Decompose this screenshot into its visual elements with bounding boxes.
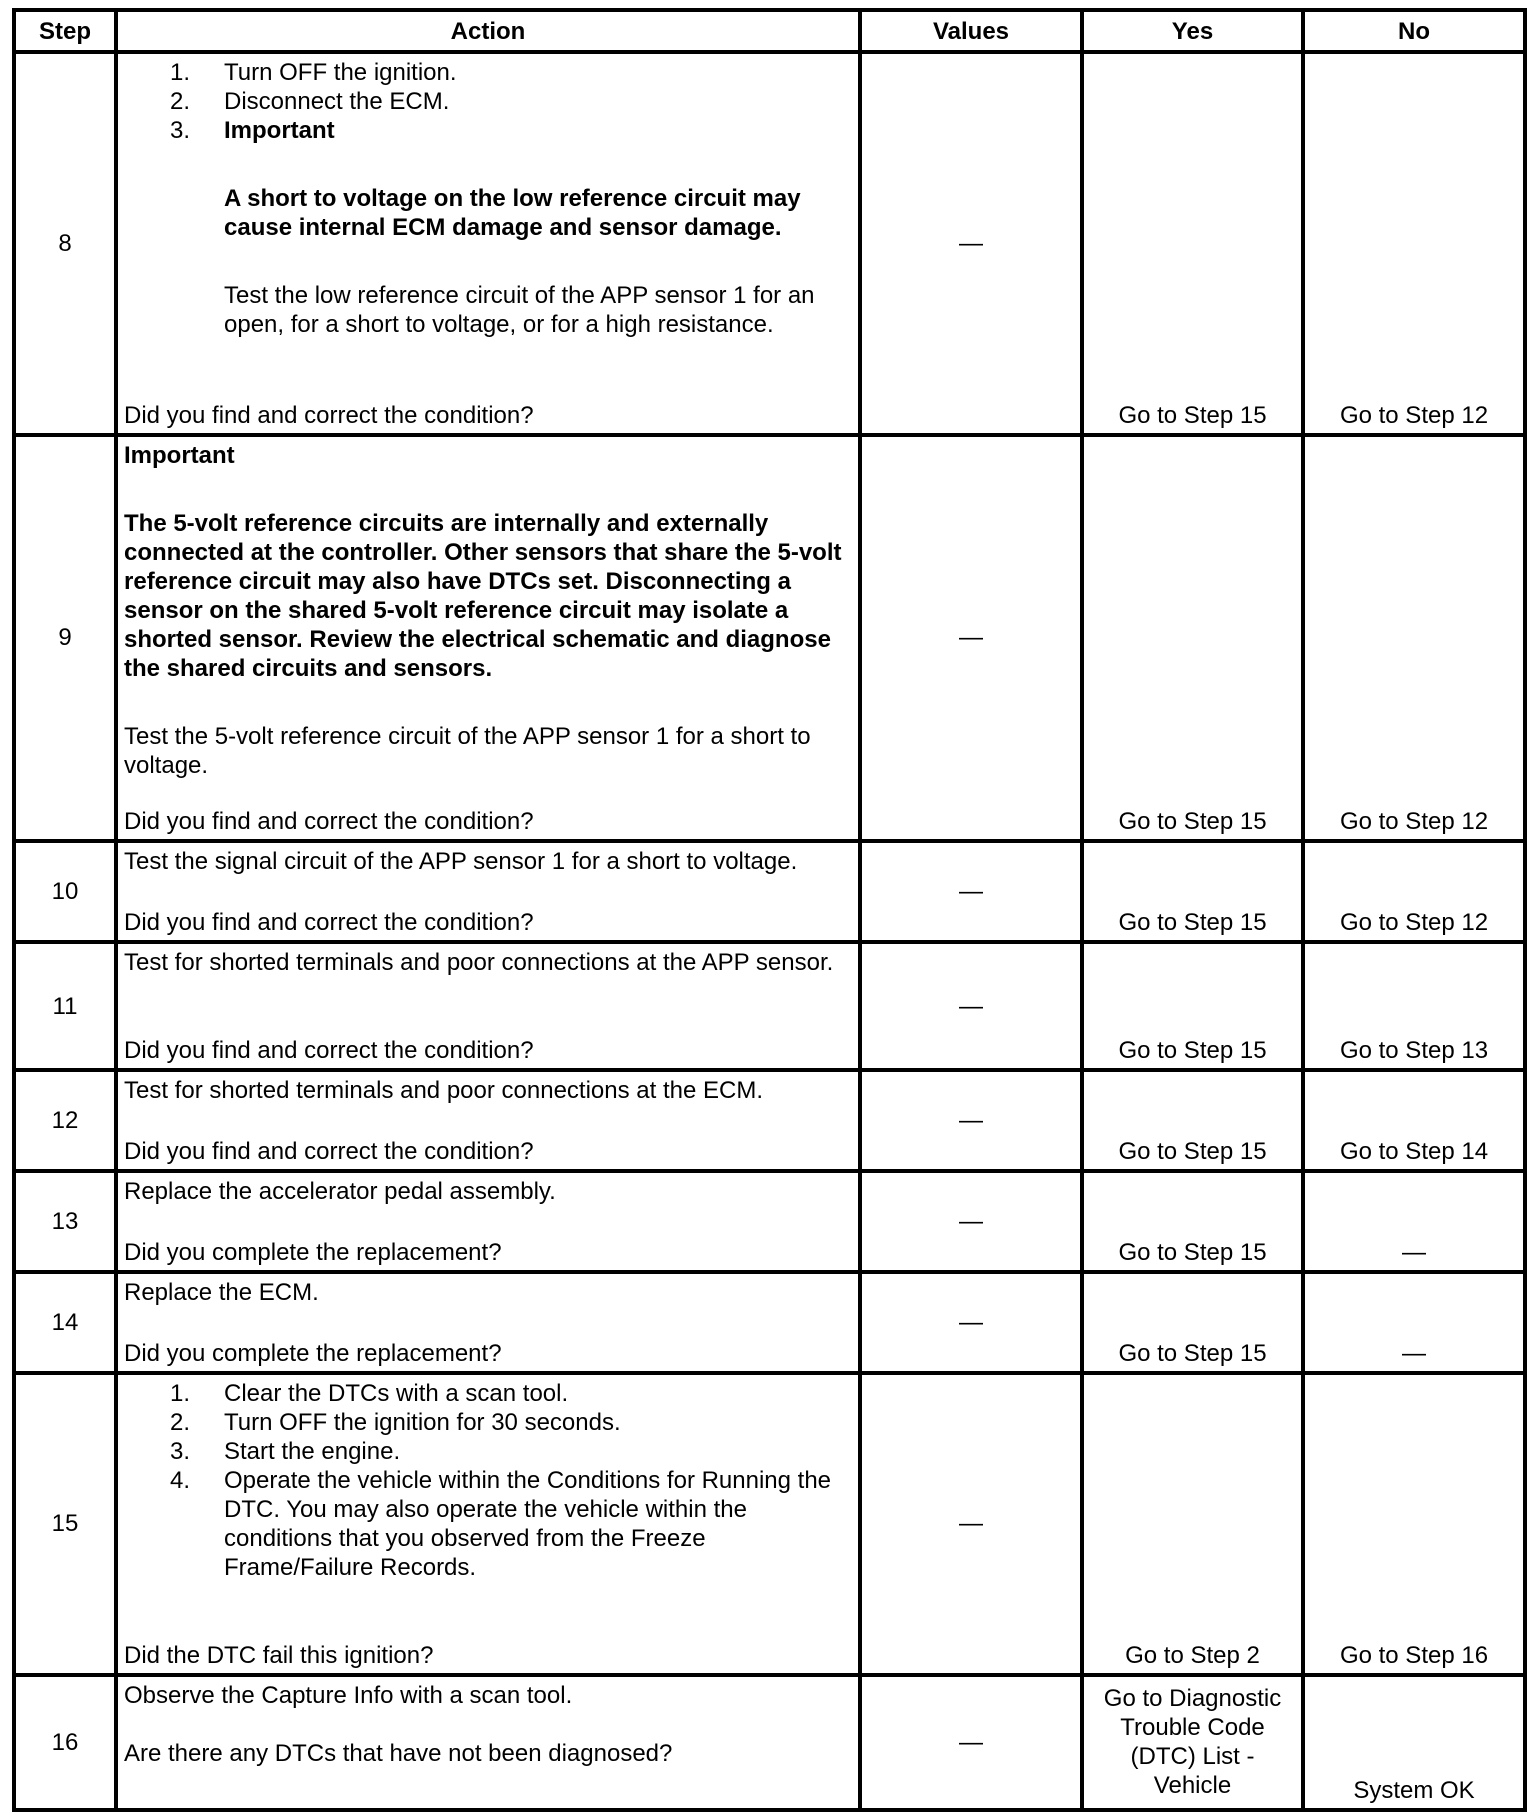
yes-cell: Go to Step 15 (1082, 942, 1303, 1071)
no-cell: System OK (1303, 1675, 1525, 1810)
table-row (14, 1675, 1525, 1810)
no-cell: Go to Step 13 (1303, 942, 1525, 1071)
test-text: Test for shorted terminals and poor connections at the ECM. (124, 1077, 763, 1105)
action-cell (116, 1171, 860, 1272)
yes-cell: Go to Step 15 (1082, 1272, 1303, 1373)
list-item: 3. Start the engine. (169, 1437, 401, 1465)
table-row (14, 841, 1525, 942)
values-cell: — (860, 1675, 1082, 1810)
question-text: Did you complete the replacement? (124, 1238, 502, 1266)
test-text: Test the 5-volt reference circuit of the APP sensor 1 for a short to voltage. (124, 722, 811, 779)
list-item: 2. Disconnect the ECM. (169, 88, 450, 115)
question-text: Did you complete the replacement? (124, 1339, 502, 1367)
values-cell: — (860, 435, 1082, 841)
step-number: 9 (14, 435, 116, 841)
test-text: Replace the ECM. (124, 1278, 319, 1306)
header-step: Step (14, 10, 116, 52)
numbered-list (124, 58, 852, 145)
header-no: No (1303, 10, 1525, 52)
header-values: Values (860, 10, 1082, 52)
list-item: 2. Turn OFF the ignition for 30 seconds. (169, 1408, 621, 1436)
question-text: Did you find and correct the condition? (124, 908, 534, 936)
values-cell: — (860, 841, 1082, 942)
table-row (14, 52, 1525, 435)
table-row (14, 1272, 1525, 1373)
question-text: Did you find and correct the condition? (124, 1138, 534, 1166)
step-number: 13 (14, 1171, 116, 1272)
no-cell: — (1303, 1272, 1525, 1373)
question-text: Did you find and correct the condition? (124, 1037, 534, 1065)
action-cell (116, 942, 860, 1071)
step-number: 12 (14, 1070, 116, 1171)
test-text: Observe the Capture Info with a scan tool. (124, 1681, 573, 1709)
no-cell: Go to Step 12 (1303, 841, 1525, 942)
action-cell (116, 1272, 860, 1373)
table-row (14, 942, 1525, 1071)
no-cell: Go to Step 12 (1303, 52, 1525, 435)
header-row (14, 10, 1525, 52)
action-cell (116, 1373, 860, 1675)
list-item: 3. Important (169, 117, 335, 144)
important-label: Important (124, 441, 235, 469)
yes-cell: Go to Step 15 (1082, 52, 1303, 435)
values-cell: — (860, 942, 1082, 1071)
yes-cell: Go to Step 15 (1082, 841, 1303, 942)
action-cell (116, 1070, 860, 1171)
no-cell: Go to Step 16 (1303, 1373, 1525, 1675)
list-item: 1. Turn OFF the ignition. (169, 59, 457, 86)
action-cell (116, 1675, 860, 1810)
values-cell: — (860, 1272, 1082, 1373)
diagnostic-table (12, 8, 1527, 1812)
table-row (14, 1373, 1525, 1675)
header-action: Action (116, 10, 860, 52)
question-text: Did you find and correct the condition? (124, 807, 534, 835)
list-item: 4. Operate the vehicle within the Conditions for Running the DTC. You may also operate the vehicle within the conditions that you observed from the Freeze Frame/Failure Records. (169, 1466, 832, 1581)
numbered-list (124, 1379, 852, 1582)
table-row (14, 435, 1525, 841)
no-cell: — (1303, 1171, 1525, 1272)
action-cell (116, 841, 860, 942)
question-text: Did you find and correct the condition? (124, 401, 534, 429)
step-number: 14 (14, 1272, 116, 1373)
test-text: Test the signal circuit of the APP sensor 1 for a short to voltage. (124, 847, 798, 875)
warning-text: The 5-volt reference circuits are internally and externally connected at the controller. Other sensors that share the 5-volt reference circuit may also have DTCs set. Disconnecting a sensor on the shared 5-volt reference circuit may isolate a shorted sensor. Review the electrical schematic and diagnose the shared circuits and sensors. (124, 509, 842, 682)
table-row (14, 1070, 1525, 1171)
yes-cell: Go to Step 15 (1082, 1171, 1303, 1272)
step-number: 16 (14, 1675, 116, 1810)
step-number: 11 (14, 942, 116, 1071)
values-cell: — (860, 52, 1082, 435)
action-cell (116, 435, 860, 841)
test-text: Test for shorted terminals and poor connections at the APP sensor. (124, 948, 834, 976)
no-cell: Go to Step 12 (1303, 435, 1525, 841)
step-number: 15 (14, 1373, 116, 1675)
action-cell (116, 52, 860, 435)
step-number: 10 (14, 841, 116, 942)
yes-cell: Go to Step 15 (1082, 1070, 1303, 1171)
yes-cell: Go to Step 15 (1082, 435, 1303, 841)
values-cell: — (860, 1373, 1082, 1675)
values-cell: — (860, 1171, 1082, 1272)
no-cell: Go to Step 14 (1303, 1070, 1525, 1171)
step-number: 8 (14, 52, 116, 435)
question-text: Did the DTC fail this ignition? (124, 1641, 434, 1669)
list-item: 1. Clear the DTCs with a scan tool. (169, 1379, 569, 1407)
yes-cell: Go to Diagnostic Trouble Code (DTC) List - Vehicle (1082, 1675, 1303, 1810)
yes-cell: Go to Step 2 (1082, 1373, 1303, 1675)
test-text: Replace the accelerator pedal assembly. (124, 1178, 556, 1206)
question-text: Are there any DTCs that have not been diagnosed? (124, 1739, 673, 1767)
header-yes: Yes (1082, 10, 1303, 52)
values-cell: — (860, 1070, 1082, 1171)
table-row (14, 1171, 1525, 1272)
test-text: Test the low reference circuit of the APP sensor 1 for an open, for a short to voltage, or for a high resistance. (224, 282, 815, 338)
warning-text: A short to voltage on the low reference circuit may cause internal ECM damage and sensor damage. (224, 185, 801, 241)
